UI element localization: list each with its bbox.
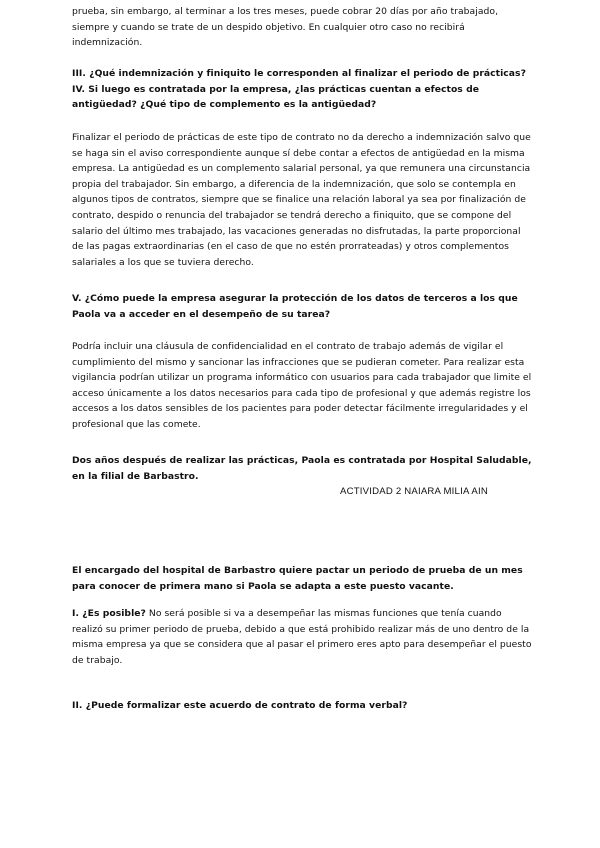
question-3-heading: III. ¿Qué indemnización y finiquito le corresponden al finalizar el periodo de prácticas? IV. Si luego es contratada por la empresa, ¿las prácticas cuentan a efectos de antigüedad? ¿Qué tipo de complemento es la antigüedad? <box>72 68 526 111</box>
activity-label: ACTIVIDAD 2 NAIARA MILIA AIN <box>340 486 488 497</box>
question-1-label: I. ¿Es posible? <box>72 608 146 619</box>
question-5-answer: Podría incluir una cláusula de confidencialidad en el contrato de trabajo además de vigilar el cumplimiento del mismo y sancionar las infracciones que se pudieran cometer. Para realizar esta vigilancia podrían utilizar un programa informático con usuarios para cada trabajador que limite el acceso únicamente a los datos necesarios para cada tipo de profesional y que además registre los accesos a los datos sensibles de los pacientes para poder detectar fácilmente irregularidades y el profesional que las comete. <box>72 341 532 430</box>
trial-period-paragraph: El encargado del hospital de Barbastro quiere pactar un periodo de prueba de un mes para conocer de primera mano si Paola se adapta a este puesto vacante. <box>72 565 523 592</box>
contract-paragraph: Dos años después de realizar las prácticas, Paola es contratada por Hospital Saludable, en la filial de Barbastro. <box>72 455 532 482</box>
question-5-heading: V. ¿Cómo puede la empresa asegurar la protección de los datos de terceros a los que Paola va a acceder en el desempeño de su tarea? <box>72 293 518 320</box>
question-3-answer: Finalizar el periodo de prácticas de este tipo de contrato no da derecho a indemnización salvo que se haga sin el aviso correspondiente aunque sí debe contar a efectos de antigüedad en la misma empresa. La antigüedad es un complemento salarial personal, ya que remunera una circunstancia propia del trabajador. Sin embargo, a diferencia de la indemnización, que solo se contempla en algunos tipos de contratos, siempre que se finalice una relación laboral ya sea por finalización de contrato, despido o renuncia del trabajador se tendrá derecho a finiquito, que se compone del salario del último mes trabajado, las vacaciones generadas no disfrutadas, la parte proporcional de las pagas extraordinarias (en el caso de que no estén prorrateadas) y otros complementos salariales a los que se tuviera derecho. <box>72 132 531 268</box>
question-1-block <box>72 606 532 668</box>
question-1-answer: No será posible si va a desempeñar las mismas funciones que tenía cuando realizó su primer periodo de prueba, debido a que está prohibido realizar más de uno dentro de la misma empresa ya que se considera que al pasar el primero eres apto para desempeñar el puesto de trabajo. <box>72 608 532 666</box>
question-2-heading: II. ¿Puede formalizar este acuerdo de contrato de forma verbal? <box>72 700 408 711</box>
intro-paragraph: prueba, sin embargo, al terminar a los tres meses, puede cobrar 20 días por año trabajado, siempre y cuando se trate de un despido objetivo. En cualquier otro caso no recibirá indemnización. <box>72 6 499 49</box>
